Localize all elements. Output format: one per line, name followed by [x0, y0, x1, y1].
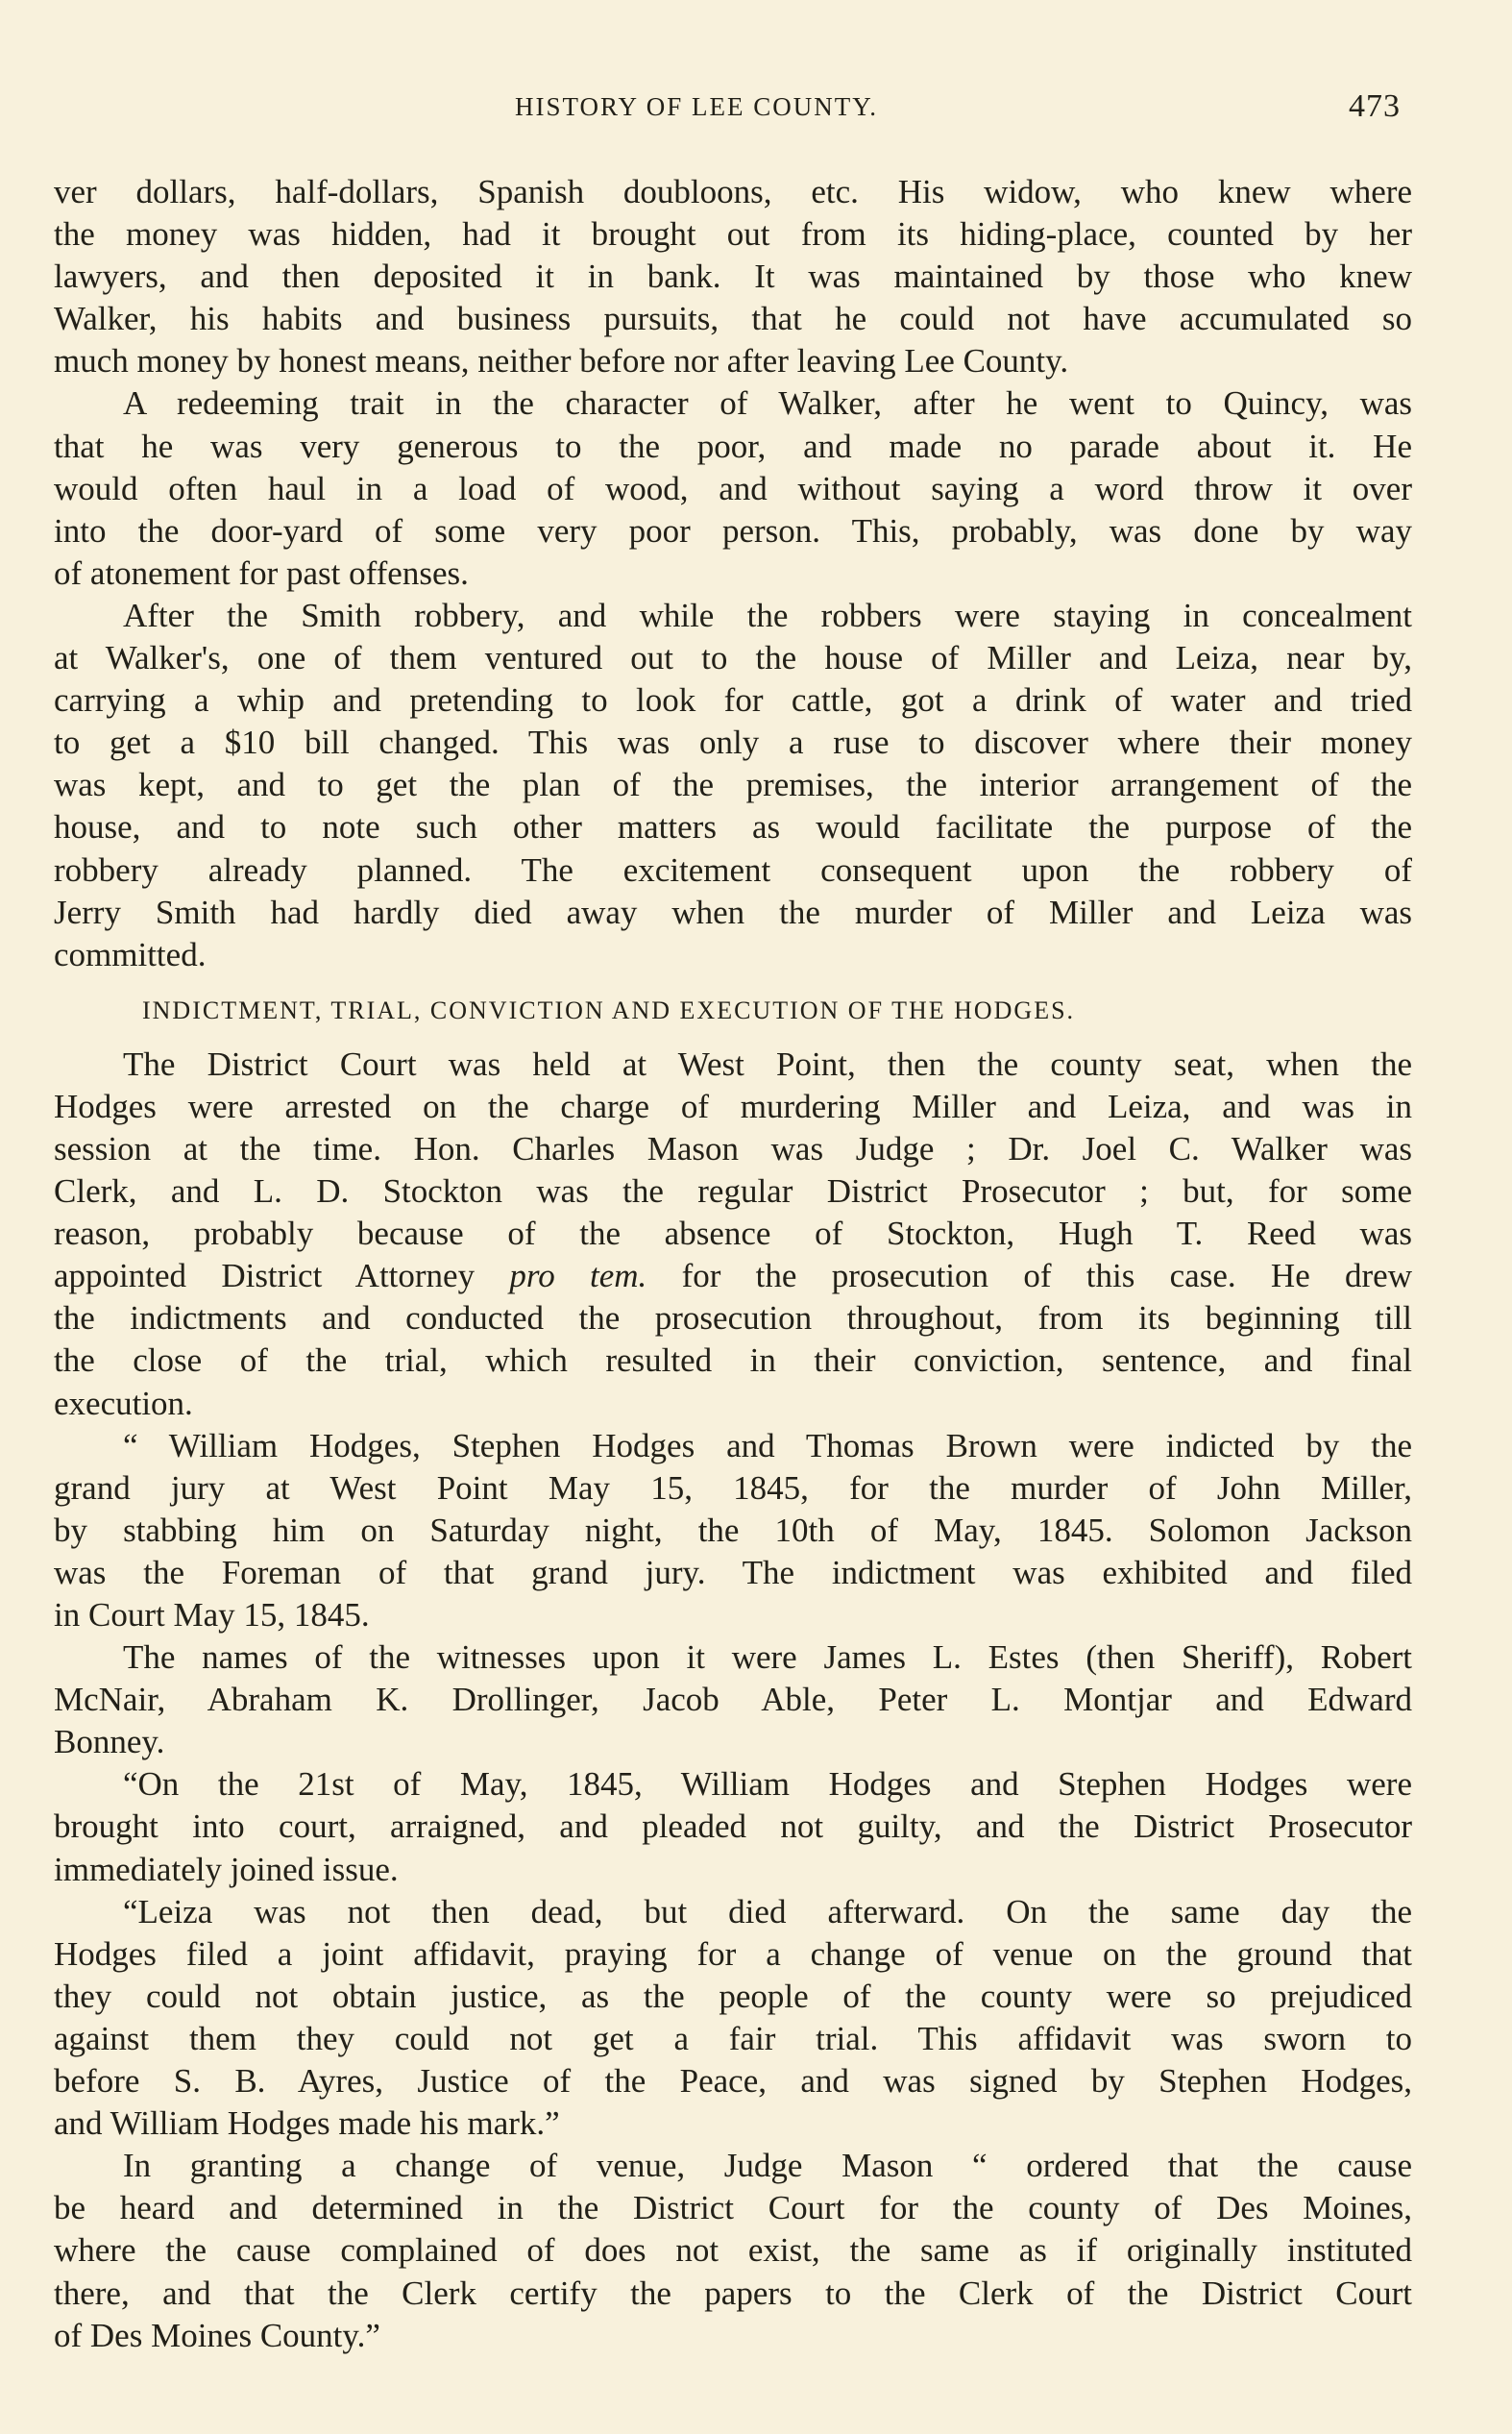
- text-line: that he was very generous to the poor, and made no parade about it. He: [54, 427, 1412, 465]
- text-fragment: for the prosecution of this case. He drew: [646, 1257, 1412, 1295]
- text-line: was kept, and to get the plan of the premises, the interior arrangement of the: [54, 766, 1412, 804]
- text-line: Hodges were arrested on the charge of murdering Miller and Leiza, and was in: [54, 1087, 1412, 1125]
- text-line: “On the 21st of May, 1845, William Hodges and Stephen Hodges were: [123, 1765, 1412, 1804]
- text-line: of atonement for past offenses.: [54, 553, 469, 592]
- text-line: Jerry Smith had hardly died away when the murder of Miller and Leiza was: [54, 893, 1412, 931]
- text-line: they could not obtain justice, as the people of the county were so prejudiced: [54, 1977, 1412, 2015]
- text-line: session at the time. Hon. Charles Mason was Judge ; Dr. Joel C. Walker was: [54, 1129, 1412, 1168]
- text-line: [54, 1255, 1412, 1297]
- section-heading: INDICTMENT, TRIAL, CONVICTION AND EXECUTION OF THE HODGES.: [142, 996, 1076, 1024]
- text-line: “ William Hodges, Stephen Hodges and Thomas Brown were indicted by the: [123, 1426, 1412, 1464]
- text-line: to get a $10 bill changed. This was only a ruse to discover where their money: [54, 724, 1412, 762]
- text-fragment: appointed District Attorney: [54, 1257, 510, 1295]
- text-line: against them they could not get a fair trial. This affidavit was sworn to: [54, 2019, 1412, 2057]
- text-line: Clerk, and L. D. Stockton was the regular District Prosecutor ; but, for some: [54, 1172, 1412, 1211]
- text-line: would often haul in a load of wood, and without saying a word throw it over: [54, 469, 1412, 507]
- text-line: reason, probably because of the absence of Stockton, Hugh T. Reed was: [54, 1215, 1412, 1253]
- text-line: into the door-yard of some very poor person. This, probably, was done by way: [54, 511, 1412, 550]
- text-line: Hodges filed a joint affidavit, praying for a change of venue on the ground that: [54, 1934, 1412, 1973]
- text-line: of Des Moines County.”: [54, 2316, 380, 2354]
- text-line: lawyers, and then deposited it in bank. It was maintained by those who knew: [54, 258, 1412, 296]
- text-line: A redeeming trait in the character of Walker, after he went to Quincy, was: [123, 384, 1412, 423]
- text-line: robbery already planned. The excitement consequent upon the robbery of: [54, 850, 1412, 889]
- text-line: After the Smith robbery, and while the robbers were staying in concealment: [123, 596, 1412, 634]
- running-head: [0, 88, 1512, 131]
- text-line: execution.: [54, 1384, 193, 1422]
- text-line: in Court May 15, 1845.: [54, 1596, 370, 1634]
- text-line: house, and to note such other matters as would facilitate the purpose of the: [54, 808, 1412, 847]
- text-line: there, and that the Clerk certify the papers to the Clerk of the District Court: [54, 2274, 1412, 2312]
- text-line: grand jury at West Point May 15, 1845, for the murder of John Miller,: [54, 1468, 1412, 1507]
- running-title: HISTORY OF LEE COUNTY.: [515, 92, 879, 121]
- text-line: McNair, Abraham K. Drollinger, Jacob Able, Peter L. Montjar and Edward: [54, 1681, 1412, 1719]
- text-line: where the cause complained of does not exist, the same as if originally instituted: [54, 2231, 1412, 2270]
- body-text: [54, 171, 1412, 2357]
- text-line: was the Foreman of that grand jury. The indictment was exhibited and filed: [54, 1553, 1412, 1591]
- page-number: 473: [1349, 88, 1401, 124]
- text-line: the money was hidden, had it brought out from its hiding-place, counted by her: [54, 215, 1412, 254]
- text-line: ver dollars, half-dollars, Spanish doubloons, etc. His widow, who knew where: [54, 173, 1412, 210]
- text-line: The District Court was held at West Point, then the county seat, when the: [123, 1045, 1412, 1083]
- text-line: committed.: [54, 935, 207, 973]
- text-line: before S. B. Ayres, Justice of the Peace, and was signed by Stephen Hodges,: [54, 2062, 1412, 2101]
- text-line: and William Hodges made his mark.”: [54, 2104, 560, 2143]
- text-line: be heard and determined in the District Court for the county of Des Moines,: [54, 2189, 1412, 2227]
- text-line: much money by honest means, neither before nor after leaving Lee County.: [54, 342, 1069, 381]
- text-line: Bonney.: [54, 1723, 165, 1761]
- text-line: immediately joined issue.: [54, 1850, 399, 1888]
- text-line: by stabbing him on Saturday night, the 10th of May, 1845. Solomon Jackson: [54, 1511, 1412, 1549]
- text-line: carrying a whip and pretending to look for cattle, got a drink of water and tried: [54, 681, 1412, 720]
- text-line: Walker, his habits and business pursuits, that he could not have accumulated so: [54, 300, 1412, 338]
- text-line: brought into court, arraigned, and pleaded not guilty, and the District Prosecutor: [54, 1807, 1412, 1846]
- text-line: the close of the trial, which resulted in their conviction, sentence, and final: [54, 1341, 1412, 1380]
- text-line: at Walker's, one of them ventured out to the house of Miller and Leiza, near by,: [54, 639, 1412, 677]
- text-line: “Leiza was not then dead, but died afterward. On the same day the: [123, 1892, 1412, 1930]
- text-line: The names of the witnesses upon it were James L. Estes (then Sheriff), Robert: [123, 1638, 1412, 1677]
- text-line: the indictments and conducted the prosecution throughout, from its beginning till: [54, 1299, 1412, 1338]
- text-line: In granting a change of venue, Judge Mason “ ordered that the cause: [123, 2147, 1412, 2185]
- italic-phrase: pro tem.: [509, 1257, 647, 1295]
